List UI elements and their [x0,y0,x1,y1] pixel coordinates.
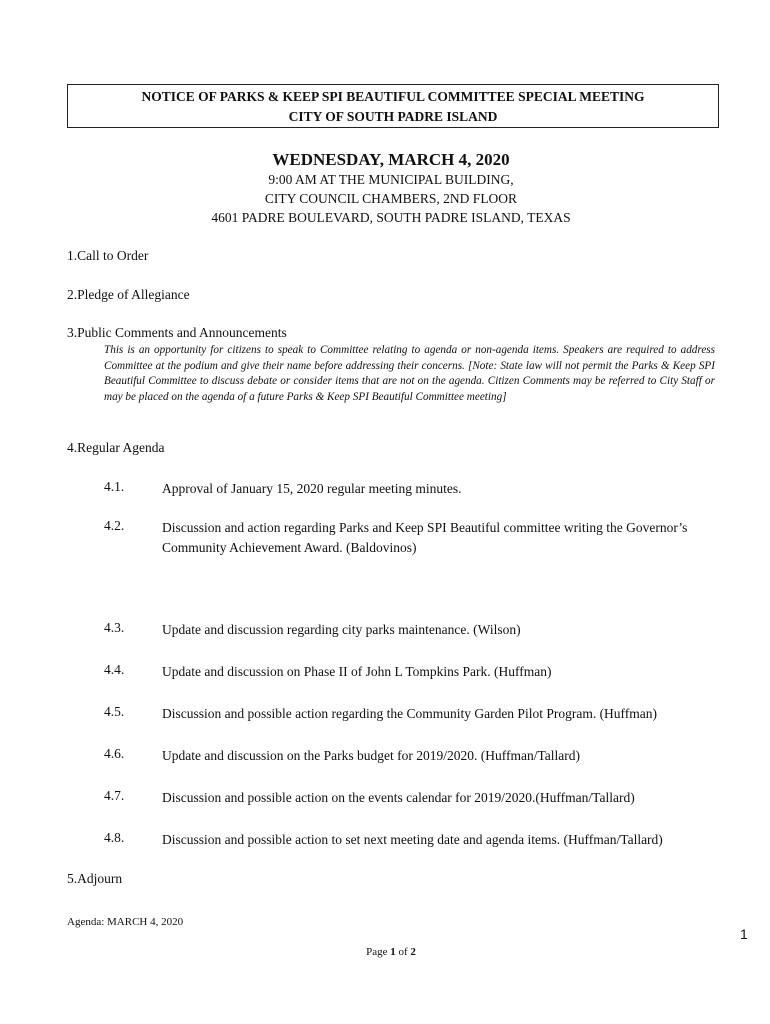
total-pages-number: 2 [410,946,416,958]
agenda-item-text: Discussion and possible action to set next meeting date and agenda items. (Huffman/Tallard) [162,832,663,847]
agenda-item-text: Discussion and action regarding Parks and Keep SPI Beautiful committee writing the Governor’s Community Achievement Award. (Baldovinos) [162,520,688,555]
public-comments-note: This is an opportunity for citizens to speak to Committee relating to agenda or non-agenda items. Speakers are required to address Committee at the podium and give their name before addressing their concerns. [Note: State law will not permit the Parks & Keep SPI Beautiful Committee to discuss debate or consider items that are not on the agenda. Citizen Comments may be referred to City Staff or may be placed on the agenda of a future Parks & Keep SPI Beautiful Committee meeting] [104,344,715,403]
meeting-time-location: 9:00 AM AT THE MUNICIPAL BUILDING, [268,172,514,187]
notice-title: NOTICE OF PARKS & KEEP SPI BEAUTIFUL COMMITTEE SPECIAL MEETING [141,89,645,104]
section-regular-agenda: 4.Regular Agenda [67,440,165,455]
meeting-address: 4601 PADRE BOULEVARD, SOUTH PADRE ISLAND, TEXAS [211,210,571,225]
agenda-item-number: 4.6. [104,746,125,761]
page-word: Page [366,946,388,958]
agenda-item-number: 4.2. [104,518,125,533]
meeting-date: WEDNESDAY, MARCH 4, 2020 [272,150,510,169]
city-name: CITY OF SOUTH PADRE ISLAND [288,109,498,124]
agenda-item-text: Update and discussion regarding city parks maintenance. (Wilson) [162,622,521,637]
agenda-item-number: 4.3. [104,620,125,635]
section-adjourn: 5.Adjourn [67,871,123,886]
agenda-item-number: 4.4. [104,662,125,677]
agenda-item-text: Approval of January 15, 2020 regular meeting minutes. [162,481,462,496]
current-page-number: 1 [390,946,396,958]
section-pledge: 2.Pledge of Allegiance [67,287,190,302]
corner-page-number: 1 [740,926,748,942]
meeting-room: CITY COUNCIL CHAMBERS, 2ND FLOOR [264,191,518,206]
page-of-word: of [398,946,408,958]
section-call-to-order: 1.Call to Order [67,248,149,263]
agenda-item-text: Update and discussion on Phase II of John L Tompkins Park. (Huffman) [162,664,552,679]
agenda-item-number: 4.7. [104,788,125,803]
agenda-item-number: 4.8. [104,830,125,845]
agenda-item-text: Discussion and possible action regarding the Community Garden Pilot Program. (Huffman) [162,706,658,721]
section-public-comments: 3.Public Comments and Announcements [67,325,287,340]
page-indicator [0,946,770,958]
notice-header-box [67,84,719,128]
agenda-item-text: Discussion and possible action on the events calendar for 2019/2020.(Huffman/Tallard) [162,790,635,805]
footer-agenda-date: Agenda: MARCH 4, 2020 [67,916,184,928]
agenda-item-number: 4.1. [104,479,125,494]
agenda-item-number: 4.5. [104,704,125,719]
agenda-item-text: Update and discussion on the Parks budget for 2019/2020. (Huffman/Tallard) [162,748,580,763]
